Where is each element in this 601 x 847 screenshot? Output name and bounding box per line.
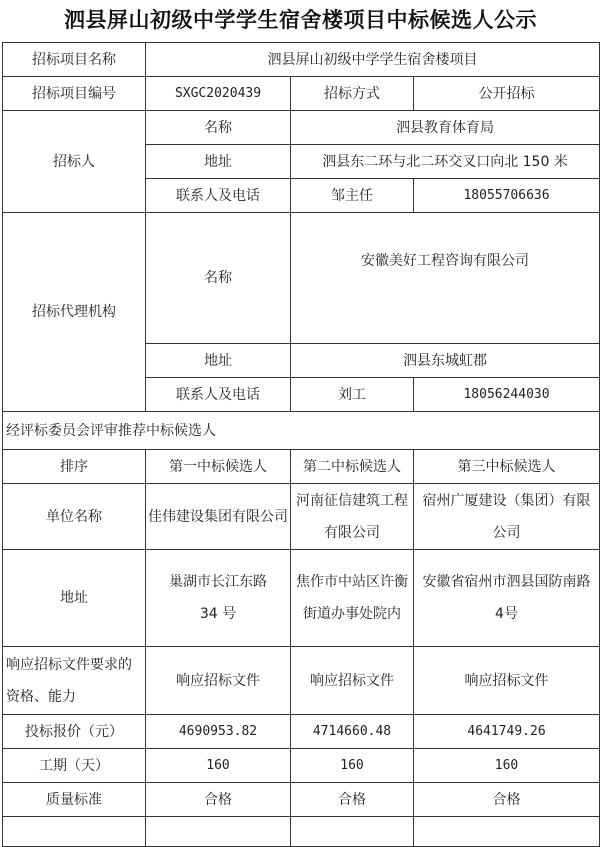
project-code-row	[3, 77, 600, 111]
period-2: 160	[291, 749, 414, 783]
agency-name-value: 安徽美好工程咨询有限公司	[291, 213, 600, 344]
price-2: 4714660.48	[291, 715, 414, 749]
period-label: 工期（天）	[3, 749, 146, 783]
agency-name-row	[3, 213, 600, 344]
table-cell	[291, 817, 414, 847]
agency-name-label: 名称	[146, 213, 291, 344]
tenderer-address-label: 地址	[146, 145, 291, 179]
project-name-row	[3, 43, 600, 77]
project-name-label: 招标项目名称	[3, 43, 146, 77]
tenderer-name-row	[3, 111, 600, 145]
tenderer-contact-phone: 18055706636	[414, 179, 600, 213]
section-heading: 经评标委员会评审推荐中标候选人	[3, 412, 600, 450]
rank-1: 第一中标候选人	[146, 450, 291, 484]
unit-label: 单位名称	[3, 484, 146, 550]
quality-label: 质量标准	[3, 783, 146, 817]
unit-3: 宿州广厦建设（集团）有限公司	[414, 484, 600, 550]
qualification-label: 响应招标文件要求的资格、能力	[3, 647, 146, 715]
bid-table	[2, 42, 600, 847]
agency-contact-person: 刘工	[291, 378, 414, 412]
project-code-label: 招标项目编号	[3, 77, 146, 111]
tenderer-name-value: 泗县教育体育局	[291, 111, 600, 145]
price-row	[3, 715, 600, 749]
tenderer-contact-person: 邹主任	[291, 179, 414, 213]
table-cell	[146, 817, 291, 847]
address-3: 安徽省宿州市泗县国防南路 4号	[414, 550, 600, 647]
address-2: 焦作市中站区许衡街道办事处院内	[291, 550, 414, 647]
table-cell	[3, 817, 146, 847]
project-code-value: SXGC2020439	[146, 77, 291, 111]
qualification-3: 响应招标文件	[414, 647, 600, 715]
quality-row	[3, 783, 600, 817]
rank-label: 排序	[3, 450, 146, 484]
table-row	[3, 817, 600, 847]
period-1: 160	[146, 749, 291, 783]
tenderer-address-value: 泗县东二环与北二环交叉口向北 150 米	[291, 145, 600, 179]
rank-row	[3, 450, 600, 484]
price-3: 4641749.26	[414, 715, 600, 749]
address-label: 地址	[3, 550, 146, 647]
price-1: 4690953.82	[146, 715, 291, 749]
price-label: 投标报价（元）	[3, 715, 146, 749]
address-row	[3, 550, 600, 647]
quality-2: 合格	[291, 783, 414, 817]
unit-row	[3, 484, 600, 550]
rank-2: 第二中标候选人	[291, 450, 414, 484]
bid-method-value: 公开招标	[414, 77, 600, 111]
unit-1: 佳伟建设集团有限公司	[146, 484, 291, 550]
project-name-value: 泗县屏山初级中学学生宿舍楼项目	[146, 43, 600, 77]
rank-3: 第三中标候选人	[414, 450, 600, 484]
tenderer-contact-label: 联系人及电话	[146, 179, 291, 213]
tenderer-name-label: 名称	[146, 111, 291, 145]
address-1: 巢湖市长江东路 34 号	[146, 550, 291, 647]
section-heading-row	[3, 412, 600, 450]
quality-3: 合格	[414, 783, 600, 817]
quality-1: 合格	[146, 783, 291, 817]
qualification-1: 响应招标文件	[146, 647, 291, 715]
tenderer-label: 招标人	[3, 111, 146, 213]
qualification-2: 响应招标文件	[291, 647, 414, 715]
agency-address-value: 泗县东城虹郡	[291, 344, 600, 378]
agency-contact-phone: 18056244030	[414, 378, 600, 412]
table-cell	[414, 817, 600, 847]
agency-contact-label: 联系人及电话	[146, 378, 291, 412]
bid-method-label: 招标方式	[291, 77, 414, 111]
agency-address-label: 地址	[146, 344, 291, 378]
qualification-row	[3, 647, 600, 715]
period-3: 160	[414, 749, 600, 783]
unit-2: 河南征信建筑工程有限公司	[291, 484, 414, 550]
page-title: 泗县屏山初级中学学生宿舍楼项目中标候选人公示	[64, 7, 537, 32]
agency-label: 招标代理机构	[3, 213, 146, 412]
period-row	[3, 749, 600, 783]
